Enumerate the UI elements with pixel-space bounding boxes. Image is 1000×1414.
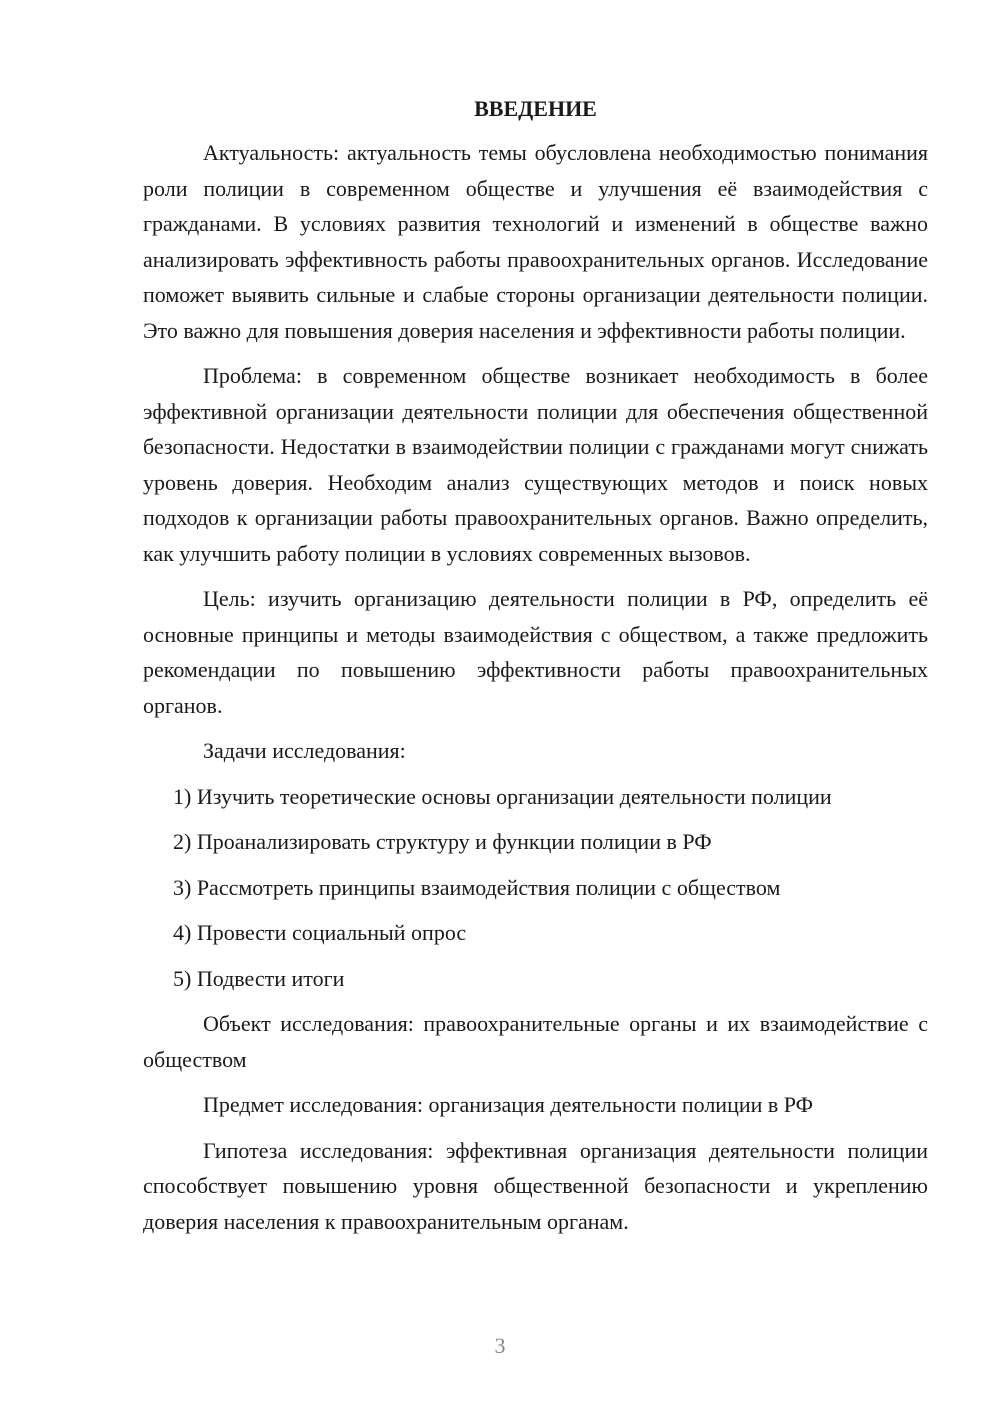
paragraph-problem: Проблема: в современном обществе возникает необходимость в более эффективной организации деятельности полиции для обеспечения общественной безопасности. Недостатки в взаимодействии полиции с гражданами могут снижать уровень доверия. Необходим анализ существующих методов и поиск новых подходов к организации работы правоохранительных органов. Важно определить, как улучшить работу полиции в условиях современных вызовов. — [143, 363, 928, 566]
paragraph-hypothesis: Гипотеза исследования: эффективная организация деятельности полиции способствует повышению уровня общественной безопасности и укреплению доверия населения к правоохранительным органам. — [143, 1137, 928, 1234]
paragraph-subject: Предмет исследования: организация деятельности полиции в РФ — [203, 1092, 814, 1117]
paragraph-goal: Цель: изучить организацию деятельности полиции в РФ, определить её основные принципы и методы взаимодействия с обществом, а также предложить рекомендации по повышению эффективности работы правоохранительных органов. — [143, 586, 928, 718]
list-item: 1) Изучить теоретические основы организации деятельности полиции — [173, 783, 832, 809]
list-item: 4) Провести социальный опрос — [173, 920, 467, 945]
paragraph-object: Объект исследования: правоохранительные органы и их взаимодействие с обществом — [143, 1011, 928, 1072]
tasks-heading: Задачи исследования: — [203, 738, 406, 763]
tasks-list — [143, 779, 928, 997]
section-title: ВВЕДЕНИЕ — [474, 96, 597, 121]
list-item: 5) Подвести итоги — [173, 965, 345, 991]
document-page — [143, 92, 928, 1249]
paragraph-relevance: Актуальность: актуальность темы обусловлена необходимостью понимания роли полиции в современном обществе и улучшения её взаимодействия с гражданами. В условиях развития технологий и изменений в обществе важно анализировать эффективность работы правоохранительных органов. Исследование поможет выявить сильные и слабые стороны организации деятельности полиции. Это важно для повышения доверия населения и эффективности работы полиции. — [143, 140, 928, 343]
page-number: 3 — [494, 1333, 506, 1358]
list-item: 3) Рассмотреть принципы взаимодействия полиции с обществом — [173, 874, 781, 900]
list-item: 2) Проанализировать структуру и функции полиции в РФ — [173, 829, 712, 854]
